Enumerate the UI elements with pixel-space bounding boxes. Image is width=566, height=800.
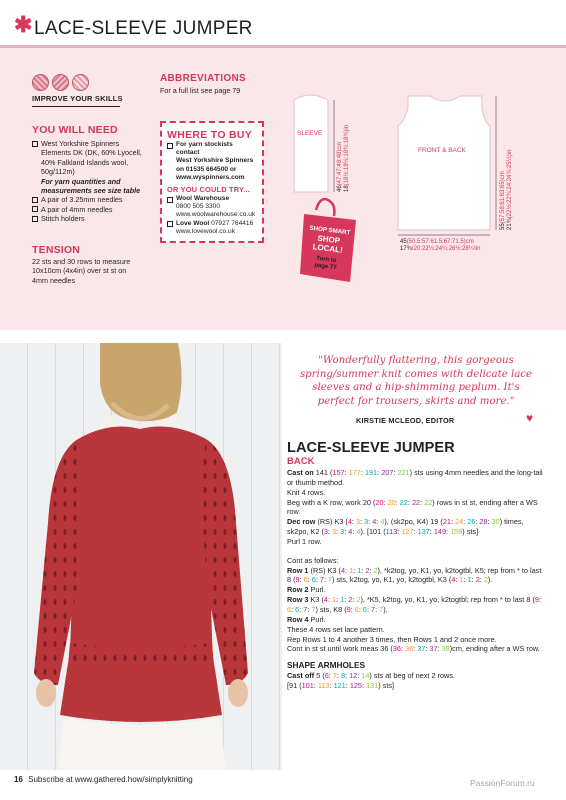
stockist-details: West Yorkshire Spinners on 01535 664500 or www.wyspinners.com bbox=[176, 157, 254, 181]
jumper-photo bbox=[0, 343, 282, 770]
yarn-note: For yarn quantities and measurements see size table bbox=[41, 176, 141, 196]
shape-armholes-heading: SHAPE ARMHOLES bbox=[287, 660, 366, 671]
shop-smart-line-5: page 77 bbox=[313, 262, 337, 272]
checkbox-icon bbox=[32, 206, 38, 212]
body-width-in: 17¾(20:22½:24¼:26½:28¼)in bbox=[400, 246, 481, 250]
list-item: Stitch holders bbox=[32, 214, 157, 223]
model-right-hand bbox=[228, 679, 248, 707]
yarn-ball-icon bbox=[52, 74, 69, 91]
skill-level-label: IMPROVE YOUR SKILLS bbox=[32, 94, 123, 103]
list-item: A pair of 4mm needles bbox=[32, 205, 157, 214]
tension-heading: TENSION bbox=[32, 244, 81, 256]
cont-st-st-instruction: Cont in st st until work meas 36 (36: 36: 37: 37: 38)cm, ending after a WS row. bbox=[287, 644, 540, 654]
checkbox-icon bbox=[32, 141, 38, 147]
shop-smart-line-1: SHOP SMART bbox=[309, 224, 351, 237]
shop-smart-line-4: Turn to bbox=[315, 255, 337, 265]
model-hair bbox=[100, 343, 182, 421]
yarn-ball-icon bbox=[72, 74, 89, 91]
skill-underline bbox=[32, 106, 120, 107]
row-4-instruction: Row 4 Purl. bbox=[287, 614, 326, 624]
shop-smart-bag-icon bbox=[298, 196, 360, 284]
row-2-instruction: Row 2 Purl. bbox=[287, 585, 326, 595]
page-title: LACE-SLEEVE JUMPER bbox=[34, 18, 253, 39]
checkbox-icon bbox=[167, 221, 173, 227]
where-to-buy-heading: WHERE TO BUY bbox=[167, 129, 253, 141]
body-width-cm: 45(50.5:57:61.5:67:71.5)cm bbox=[400, 239, 474, 245]
you-will-need-heading: YOU WILL NEED bbox=[32, 124, 118, 136]
tension-text: 22 sts and 30 rows to measure 10x10cm (4x4in) over st st on 4mm needles bbox=[32, 257, 131, 285]
subscribe-link[interactable]: Subscribe at www.gathered.how/simplyknitting bbox=[28, 775, 193, 784]
cont-as-follows: Cont as follows: bbox=[287, 555, 339, 565]
checkbox-icon bbox=[32, 216, 38, 222]
pattern-section-back: BACK bbox=[287, 456, 315, 467]
heart-icon: ♥ bbox=[526, 411, 534, 425]
purl-row-instruction: Purl 1 row. bbox=[287, 536, 322, 546]
shop-website[interactable]: www.woolwarehouse.co.uk bbox=[176, 211, 256, 219]
beg-row-instruction: Beg with a K row, work 20 (20: 20: 22: 22: 22) rows in st st, ending after a WS row. bbox=[287, 497, 538, 517]
shop-website[interactable]: www.lovewool.co.uk bbox=[176, 227, 236, 235]
list-item: Wool Warehouse bbox=[167, 195, 257, 203]
checkbox-icon bbox=[32, 197, 38, 203]
list-item: A pair of 3.25mm needles bbox=[32, 195, 157, 204]
jumper-peplum bbox=[60, 663, 222, 722]
model-left-hand bbox=[36, 679, 56, 707]
quote-author: KIRSTIE MCLEOD, EDITOR bbox=[356, 416, 455, 425]
body-outline bbox=[398, 96, 490, 230]
body-height-cm: 55(57:58:61:63:65)cm bbox=[500, 171, 506, 230]
pattern-instructions bbox=[287, 468, 545, 691]
yarn-ball-icon bbox=[32, 74, 49, 91]
row-3-instruction: Row 3 K3 (4: 1: 1: 2: 2), *K5, k2tog, yo, K1, yo, k2togtbl; rep from * to last 8 (9: 6: 6: 7: 7) sts, K8 (9: 6: 6: 7: 7). bbox=[287, 595, 541, 614]
abbreviations-text: For a full list see page 79 bbox=[160, 86, 241, 95]
rows-set-note: These 4 rows set lace pattern. bbox=[287, 624, 385, 634]
editor-quote: "Wonderfully flattering, this gorgeous spring/summer knit comes with delicate lace sleeves and a hip-shimming peplum. It's perfect for trousers, skirts and more." bbox=[299, 355, 533, 407]
list-item: West Yorkshire Spinners bbox=[32, 139, 157, 148]
body-height-in: 21¾(22½:22¾:24:24¾:25½)in bbox=[507, 149, 513, 230]
where-to-buy-box bbox=[160, 121, 264, 243]
watermark: PassionForum.ru bbox=[470, 778, 535, 788]
shop-smart-line-3: LOCAL! bbox=[312, 242, 344, 255]
shop-phone: 0800 505 3300 bbox=[176, 203, 221, 211]
sleeve-length-cm: 46(47:47:48:48)cm bbox=[337, 141, 343, 192]
knit-rows-instruction: Knit 4 rows. bbox=[287, 487, 326, 497]
cast-off-instruction: Cast off 5 (6: 7: 8: 12: 14) sts at beg of next 2 rows. bbox=[287, 671, 455, 681]
row-1-instruction: Row 1 (RS) K3 (4: 1: 1: 2: 2), *k2tog, yo, K1, yo, k2togtbl, K5; rep from * to last 8 (9: 6: 6: 7: 7) sts, k2tog, yo, K1, yo, k2togtbl, K3 (4: 1: 1: 2: 2). bbox=[287, 565, 542, 585]
checkbox-icon bbox=[167, 197, 173, 203]
sleeve-label: SLEEVE bbox=[297, 130, 323, 137]
cast-on-instruction: Cast on 141 (157: 177: 191: 207: 221) sts using 4mm needles and the long-tail or thumb method. bbox=[287, 468, 543, 487]
repeat-rows-note: Rep Rows 1 to 4 another 3 times, then Rows 1 and 2 once more. bbox=[287, 634, 497, 644]
pattern-title: LACE-SLEEVE JUMPER bbox=[287, 440, 455, 456]
sleeve-outline bbox=[294, 95, 328, 192]
stitch-count: [91 (101: 113: 121: 125: 131) sts] bbox=[287, 681, 395, 691]
page-number: 16 bbox=[14, 775, 23, 784]
or-you-could-try-heading: OR YOU COULD TRY... bbox=[167, 185, 251, 195]
checkbox-icon bbox=[167, 143, 173, 149]
abbreviations-heading: ABBREVIATIONS bbox=[160, 73, 246, 84]
yarn-description: Elements DK (DK, 60% Lyocell, 40% Falkland Islands wool, 50g/112m) bbox=[41, 148, 142, 177]
list-item: For yarn stockists contact bbox=[167, 141, 257, 157]
sleeve-length-in: 18(18½:18½:18¾:18¾)in bbox=[344, 124, 350, 192]
front-back-label: FRONT & BACK bbox=[418, 147, 466, 154]
list-item: Love Wool 07927 764416 bbox=[167, 220, 257, 228]
page-footer bbox=[14, 775, 193, 784]
bag-handle bbox=[316, 199, 334, 216]
shop-smart-line-2: SHOP bbox=[316, 233, 341, 246]
dec-row-instruction: Dec row (RS) K3 (4: 3: 3: 4: 4), (sk2po, K4) 19 (21: 24: 26: 28: 30) times, sk2po, K2 (3: 3: 3: 4: 4). [101 (113: 127: 137: 149: 159) sts] bbox=[287, 517, 524, 537]
header-asterisk-icon: ✱ bbox=[14, 12, 33, 37]
skill-level-indicator bbox=[32, 74, 89, 91]
materials-list bbox=[32, 139, 157, 224]
